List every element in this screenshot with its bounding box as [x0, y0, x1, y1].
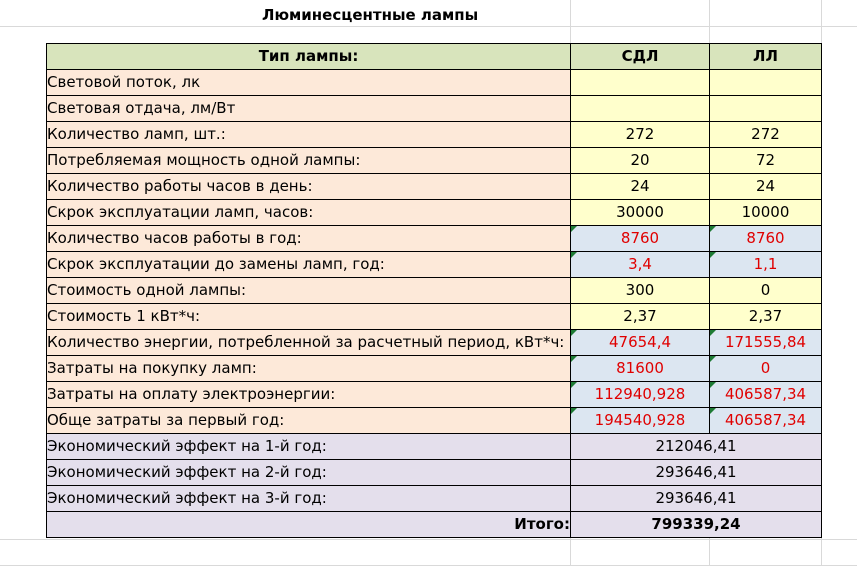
row-label[interactable]: Затраты на покупку ламп:: [47, 356, 571, 382]
formula-marker-icon: [710, 226, 716, 232]
formula-marker-icon: [710, 356, 716, 362]
row-label[interactable]: Скрок эксплуатации до замены ламп, год:: [47, 252, 571, 278]
sdl-value[interactable]: 8760: [571, 226, 710, 252]
sdl-value[interactable]: 30000: [571, 200, 710, 226]
formula-marker-icon: [571, 330, 577, 336]
sdl-value[interactable]: 272: [571, 122, 710, 148]
effect-value[interactable]: 293646,41: [571, 460, 822, 486]
formula-marker-icon: [571, 356, 577, 362]
total-value[interactable]: 799339,24: [571, 512, 822, 538]
formula-marker-icon: [571, 408, 577, 414]
formula-marker-icon: [571, 382, 577, 388]
formula-marker-icon: [710, 330, 716, 336]
effect-row: [47, 434, 822, 460]
ll-value[interactable]: 171555,84: [710, 330, 822, 356]
formula-marker-icon: [571, 252, 577, 258]
table-row: [47, 330, 822, 356]
total-row: [47, 512, 822, 538]
ll-value[interactable]: [710, 70, 822, 96]
effect-value[interactable]: 212046,41: [571, 434, 822, 460]
table-row: [47, 174, 822, 200]
effect-row: [47, 460, 822, 486]
ll-value[interactable]: 72: [710, 148, 822, 174]
row-label[interactable]: Световой поток, лк: [47, 70, 571, 96]
ll-value[interactable]: 24: [710, 174, 822, 200]
row-label[interactable]: Количество энергии, потребленной за расчетный период, кВт*ч:: [47, 330, 571, 356]
table-row: [47, 252, 822, 278]
ll-value[interactable]: 0: [710, 278, 822, 304]
effect-value[interactable]: 293646,41: [571, 486, 822, 512]
row-label[interactable]: Обще затраты за первый год:: [47, 408, 571, 434]
formula-marker-icon: [710, 408, 716, 414]
sdl-value[interactable]: 24: [571, 174, 710, 200]
header-ll[interactable]: ЛЛ: [710, 44, 822, 70]
header-row: [47, 44, 822, 70]
table-row: [47, 226, 822, 252]
sdl-value[interactable]: 300: [571, 278, 710, 304]
total-label[interactable]: Итого:: [47, 512, 571, 538]
ll-value[interactable]: 8760: [710, 226, 822, 252]
row-label[interactable]: Стоимость одной лампы:: [47, 278, 571, 304]
table-row: [47, 382, 822, 408]
table-row: [47, 304, 822, 330]
sdl-value[interactable]: [571, 96, 710, 122]
table-row: [47, 148, 822, 174]
lamp-comparison-table: [46, 43, 822, 538]
ll-value[interactable]: 406587,34: [710, 408, 822, 434]
ll-value[interactable]: 272: [710, 122, 822, 148]
effect-label[interactable]: Экономический эффект на 2-й год:: [47, 460, 571, 486]
table-row: [47, 70, 822, 96]
row-label[interactable]: Количество ламп, шт.:: [47, 122, 571, 148]
table-row: [47, 122, 822, 148]
ll-value[interactable]: 406587,34: [710, 382, 822, 408]
effect-row: [47, 486, 822, 512]
row-label[interactable]: Стоимость 1 кВт*ч:: [47, 304, 571, 330]
header-lamp-type[interactable]: Тип лампы:: [47, 44, 571, 70]
sheet-title[interactable]: Люминесцентные лампы: [262, 6, 479, 24]
effect-label[interactable]: Экономический эффект на 3-й год:: [47, 486, 571, 512]
effect-label[interactable]: Экономический эффект на 1-й год:: [47, 434, 571, 460]
formula-marker-icon: [710, 382, 716, 388]
sdl-value[interactable]: 20: [571, 148, 710, 174]
ll-value[interactable]: 2,37: [710, 304, 822, 330]
sdl-value[interactable]: 47654,4: [571, 330, 710, 356]
row-label[interactable]: Скрок эксплуатации ламп, часов:: [47, 200, 571, 226]
formula-marker-icon: [710, 252, 716, 258]
sdl-value[interactable]: 194540,928: [571, 408, 710, 434]
sdl-value[interactable]: 3,4: [571, 252, 710, 278]
ll-value[interactable]: 10000: [710, 200, 822, 226]
table-row: [47, 96, 822, 122]
formula-marker-icon: [571, 226, 577, 232]
table-row: [47, 408, 822, 434]
gridline: [0, 539, 857, 540]
ll-value[interactable]: 1,1: [710, 252, 822, 278]
table-row: [47, 278, 822, 304]
sdl-value[interactable]: [571, 70, 710, 96]
row-label[interactable]: Количество часов работы в год:: [47, 226, 571, 252]
sdl-value[interactable]: 81600: [571, 356, 710, 382]
row-label[interactable]: Световая отдача, лм/Вт: [47, 96, 571, 122]
sdl-value[interactable]: 112940,928: [571, 382, 710, 408]
row-label[interactable]: Потребляемая мощность одной лампы:: [47, 148, 571, 174]
sdl-value[interactable]: 2,37: [571, 304, 710, 330]
table-row: [47, 356, 822, 382]
ll-value[interactable]: [710, 96, 822, 122]
row-label[interactable]: Затраты на оплату электроэнергии:: [47, 382, 571, 408]
table-row: [47, 200, 822, 226]
row-label[interactable]: Количество работы часов в день:: [47, 174, 571, 200]
ll-value[interactable]: 0: [710, 356, 822, 382]
header-sdl[interactable]: СДЛ: [571, 44, 710, 70]
gridline: [0, 26, 857, 27]
